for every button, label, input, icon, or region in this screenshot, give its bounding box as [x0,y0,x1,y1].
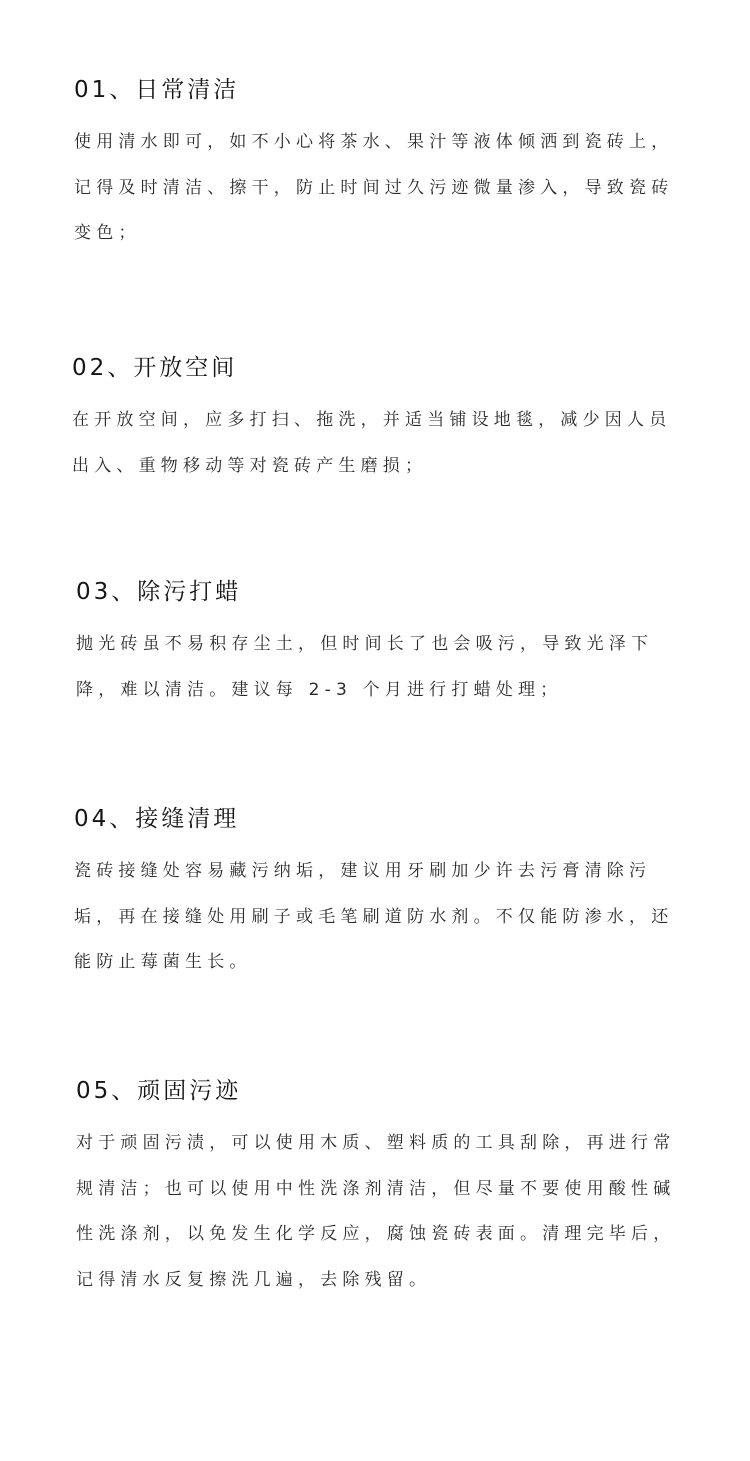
section-decontamination-waxing [76,576,696,713]
section-joint-cleaning [74,803,694,986]
section-title: 05、顽固污迹 [76,1078,242,1104]
section-body: 在开放空间，应多打扫、拖洗，并适当铺设地毯，减少因人员出入、重物移动等对瓷砖产生磨损； [72,410,672,476]
section-body: 抛光砖虽不易积存尘土，但时间长了也会吸污，导致光泽下降，难以清洁。建议每 2-3 个月进行打蜡处理； [76,634,654,700]
section-title: 02、开放空间 [72,355,238,381]
section-body: 对于顽固污渍，可以使用木质、塑料质的工具刮除，再进行常规清洁；也可以使用中性洗涤剂清洁，但尽量不要使用酸性碱性洗涤剂，以免发生化学反应，腐蚀瓷砖表面。清理完毕后，记得清水反复擦洗几遍，去除残留。 [76,1133,676,1290]
section-body: 瓷砖接缝处容易藏污纳垢，建议用牙刷加少许去污膏清除污垢，再在接缝处用刷子或毛笔刷道防水剂。不仅能防渗水，还能防止莓菌生长。 [74,861,674,972]
section-stubborn-stains [76,1075,696,1303]
section-daily-cleaning [74,74,694,257]
section-title: 03、除污打蜡 [76,579,242,605]
section-body: 使用清水即可，如不小心将茶水、果汁等液体倾洒到瓷砖上，记得及时清洁、擦干，防止时间过久污迹微量渗入，导致瓷砖变色； [74,132,674,243]
section-title: 04、接缝清理 [74,806,240,832]
section-title: 01、日常清洁 [74,77,240,103]
section-open-space [72,352,692,489]
